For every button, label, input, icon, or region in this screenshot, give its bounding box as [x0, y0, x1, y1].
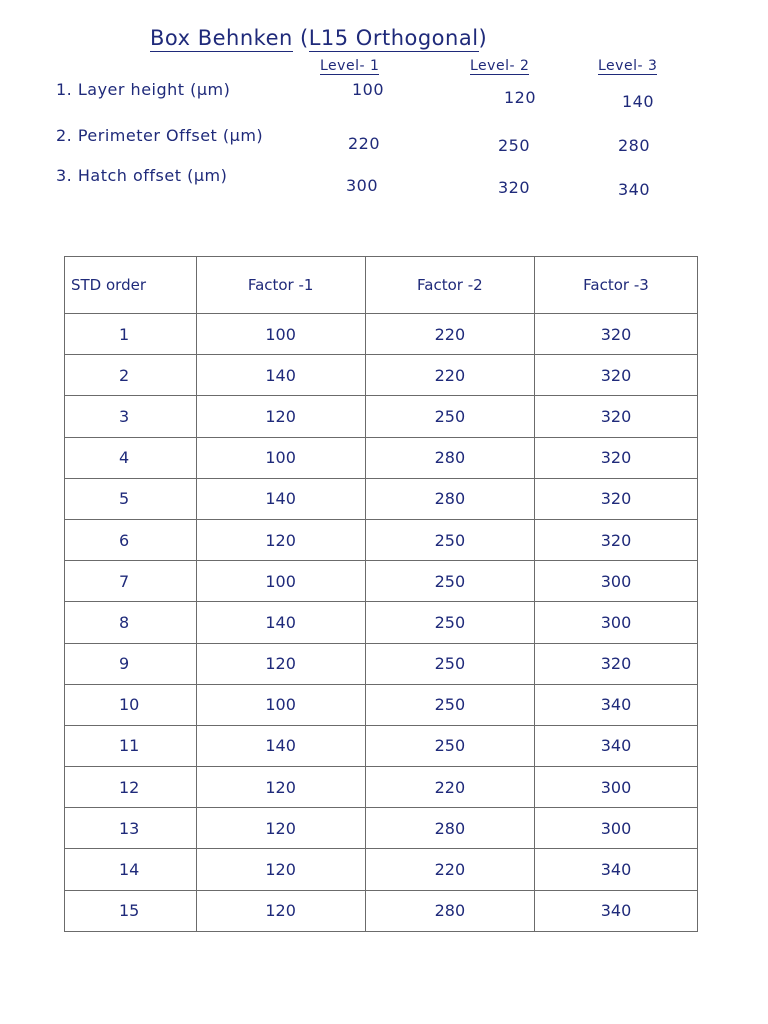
- cell-factor-1-value: 140: [265, 612, 296, 632]
- cell-factor-3-value: 300: [600, 612, 632, 632]
- cell-factor-3: [534, 519, 697, 560]
- cell-factor-3: [534, 437, 697, 478]
- factor-label-1: 1. Layer height (μm): [56, 80, 231, 99]
- cell-factor-3: [534, 684, 697, 725]
- cell-std-order: [65, 602, 197, 643]
- cell-factor-1-value: 120: [265, 901, 296, 921]
- cell-factor-2: [365, 355, 534, 396]
- cell-std-order-value: 6: [119, 530, 130, 550]
- cell-std-order: [65, 355, 197, 396]
- cell-factor-2: [365, 519, 534, 560]
- factor-2-level-2: 250: [498, 136, 531, 155]
- factor-label-2: 2. Perimeter Offset (μm): [56, 126, 264, 145]
- cell-factor-3: [534, 314, 697, 355]
- factor-1-level-1: 100: [352, 80, 385, 99]
- cell-std-order-value: 14: [119, 860, 140, 880]
- cell-std-order: [65, 561, 197, 602]
- cell-std-order: [65, 725, 197, 766]
- cell-factor-1-value: 100: [265, 324, 296, 344]
- factor-1-level-3: 140: [622, 92, 655, 111]
- table-row: [65, 602, 698, 643]
- factor-label-3: 3. Hatch offset (μm): [56, 166, 228, 185]
- cell-std-order: [65, 643, 197, 684]
- table-row: [65, 396, 698, 437]
- title-open-paren: (: [300, 26, 309, 50]
- cell-factor-3: [534, 478, 697, 519]
- cell-factor-2-value: 250: [434, 736, 466, 756]
- cell-factor-3-value: 300: [600, 777, 632, 797]
- cell-factor-3: [534, 725, 697, 766]
- cell-factor-2-value: 280: [434, 448, 466, 468]
- table-row: [65, 355, 698, 396]
- cell-std-order-value: 7: [119, 571, 130, 591]
- cell-factor-2-value: 220: [434, 777, 466, 797]
- cell-factor-2-value: 250: [434, 571, 466, 591]
- cell-std-order-value: 2: [119, 365, 130, 385]
- cell-std-order-value: 8: [119, 612, 130, 632]
- cell-factor-3: [534, 561, 697, 602]
- cell-factor-1-value: 120: [265, 530, 296, 550]
- cell-factor-2: [365, 849, 534, 890]
- table-row: [65, 437, 698, 478]
- header-factor-2: Factor -2: [365, 257, 534, 314]
- cell-factor-1-value: 120: [265, 654, 296, 674]
- factor-1-level-2: 120: [504, 88, 537, 107]
- cell-factor-2: [365, 561, 534, 602]
- cell-std-order: [65, 808, 197, 849]
- table-row: [65, 808, 698, 849]
- cell-factor-3-value: 320: [600, 489, 632, 509]
- cell-factor-3: [534, 643, 697, 684]
- cell-factor-2: [365, 684, 534, 725]
- cell-factor-2-value: 250: [434, 406, 466, 426]
- cell-factor-2-value: 220: [434, 324, 466, 344]
- cell-std-order-value: 12: [119, 777, 140, 797]
- cell-factor-3-value: 320: [600, 324, 632, 344]
- table-row: [65, 519, 698, 560]
- table-row: [65, 767, 698, 808]
- level-header-2: Level- 2: [470, 58, 530, 74]
- header-std-order: STD order: [65, 257, 197, 314]
- cell-factor-2-value: 250: [434, 612, 466, 632]
- level-header-1: Level- 1: [320, 58, 380, 74]
- factor-3-level-2: 320: [498, 178, 531, 197]
- cell-factor-1-value: 140: [265, 489, 296, 509]
- cell-std-order-value: 15: [119, 901, 140, 921]
- cell-factor-3-value: 320: [600, 406, 632, 426]
- table-row: [65, 849, 698, 890]
- header-factor-1: Factor -1: [196, 257, 365, 314]
- cell-factor-1: [196, 437, 365, 478]
- cell-factor-2: [365, 602, 534, 643]
- table-row: [65, 725, 698, 766]
- cell-std-order-value: 9: [119, 654, 130, 674]
- cell-std-order-value: 4: [119, 448, 130, 468]
- cell-std-order-value: 13: [119, 818, 140, 838]
- cell-factor-1-value: 120: [265, 860, 296, 880]
- factor-3-level-3: 340: [618, 180, 651, 199]
- cell-factor-3-value: 340: [600, 736, 632, 756]
- cell-std-order: [65, 849, 197, 890]
- cell-factor-1-value: 120: [265, 406, 296, 426]
- cell-std-order: [65, 890, 197, 931]
- cell-factor-2-value: 280: [434, 901, 466, 921]
- cell-factor-1: [196, 355, 365, 396]
- table-row: [65, 478, 698, 519]
- cell-factor-3-value: 320: [600, 654, 632, 674]
- factor-2-level-1: 220: [348, 134, 381, 153]
- cell-factor-3-value: 320: [600, 530, 632, 550]
- cell-std-order: [65, 684, 197, 725]
- cell-factor-3-value: 340: [600, 695, 632, 715]
- design-table: [64, 256, 698, 932]
- cell-std-order: [65, 767, 197, 808]
- cell-factor-1-value: 120: [265, 818, 296, 838]
- cell-factor-3: [534, 602, 697, 643]
- cell-factor-1-value: 100: [265, 695, 296, 715]
- cell-std-order-value: 10: [119, 695, 140, 715]
- cell-factor-2-value: 220: [434, 860, 466, 880]
- cell-factor-1: [196, 890, 365, 931]
- cell-factor-1: [196, 561, 365, 602]
- cell-factor-2: [365, 314, 534, 355]
- cell-factor-1-value: 100: [265, 448, 296, 468]
- cell-factor-3: [534, 849, 697, 890]
- cell-factor-1: [196, 602, 365, 643]
- cell-factor-2: [365, 478, 534, 519]
- cell-factor-3-value: 320: [600, 448, 632, 468]
- cell-factor-2-value: 250: [434, 530, 466, 550]
- cell-factor-3: [534, 890, 697, 931]
- design-table-container: [64, 256, 698, 932]
- cell-factor-1: [196, 849, 365, 890]
- cell-factor-2: [365, 767, 534, 808]
- cell-factor-3-value: 300: [600, 818, 632, 838]
- cell-factor-2: [365, 643, 534, 684]
- cell-factor-2: [365, 808, 534, 849]
- cell-factor-2-value: 280: [434, 489, 466, 509]
- level-header-3: Level- 3: [598, 58, 658, 74]
- cell-factor-3-value: 320: [600, 365, 632, 385]
- cell-factor-3: [534, 767, 697, 808]
- cell-std-order-value: 5: [119, 489, 130, 509]
- cell-factor-1: [196, 643, 365, 684]
- cell-factor-2: [365, 396, 534, 437]
- cell-factor-1-value: 120: [265, 777, 296, 797]
- cell-factor-2-value: 250: [434, 654, 466, 674]
- cell-factor-1-value: 100: [265, 571, 296, 591]
- cell-factor-1: [196, 396, 365, 437]
- cell-factor-2: [365, 890, 534, 931]
- cell-std-order-value: 1: [119, 324, 130, 344]
- cell-factor-3-value: 340: [600, 860, 632, 880]
- table-row: [65, 890, 698, 931]
- title-method: Box Behnken: [150, 26, 293, 50]
- cell-factor-3: [534, 808, 697, 849]
- cell-factor-3-value: 340: [600, 901, 632, 921]
- cell-factor-1: [196, 684, 365, 725]
- table-row: [65, 684, 698, 725]
- header-factor-3: Factor -3: [534, 257, 697, 314]
- page-title: [150, 26, 487, 50]
- table-row: [65, 643, 698, 684]
- cell-std-order: [65, 478, 197, 519]
- cell-factor-3: [534, 396, 697, 437]
- cell-factor-1: [196, 808, 365, 849]
- title-design: L15 Orthogonal: [308, 26, 479, 50]
- table-header-row: [65, 257, 698, 314]
- cell-std-order: [65, 519, 197, 560]
- cell-factor-1-value: 140: [265, 736, 296, 756]
- cell-factor-1: [196, 314, 365, 355]
- title-close-paren: ): [478, 26, 488, 50]
- cell-factor-2-value: 250: [434, 695, 466, 715]
- table-row: [65, 561, 698, 602]
- cell-factor-2: [365, 725, 534, 766]
- cell-factor-2-value: 220: [434, 365, 466, 385]
- table-row: [65, 314, 698, 355]
- cell-factor-2: [365, 437, 534, 478]
- cell-std-order: [65, 396, 197, 437]
- cell-factor-1: [196, 478, 365, 519]
- cell-factor-1: [196, 725, 365, 766]
- cell-factor-1: [196, 767, 365, 808]
- cell-factor-1-value: 140: [265, 365, 296, 385]
- cell-factor-3-value: 300: [600, 571, 632, 591]
- cell-std-order-value: 3: [119, 406, 130, 426]
- cell-std-order: [65, 437, 197, 478]
- cell-factor-3: [534, 355, 697, 396]
- cell-std-order: [65, 314, 197, 355]
- cell-std-order-value: 11: [119, 736, 140, 756]
- factor-3-level-1: 300: [346, 176, 379, 195]
- cell-factor-1: [196, 519, 365, 560]
- cell-factor-2-value: 280: [434, 818, 466, 838]
- factor-2-level-3: 280: [618, 136, 651, 155]
